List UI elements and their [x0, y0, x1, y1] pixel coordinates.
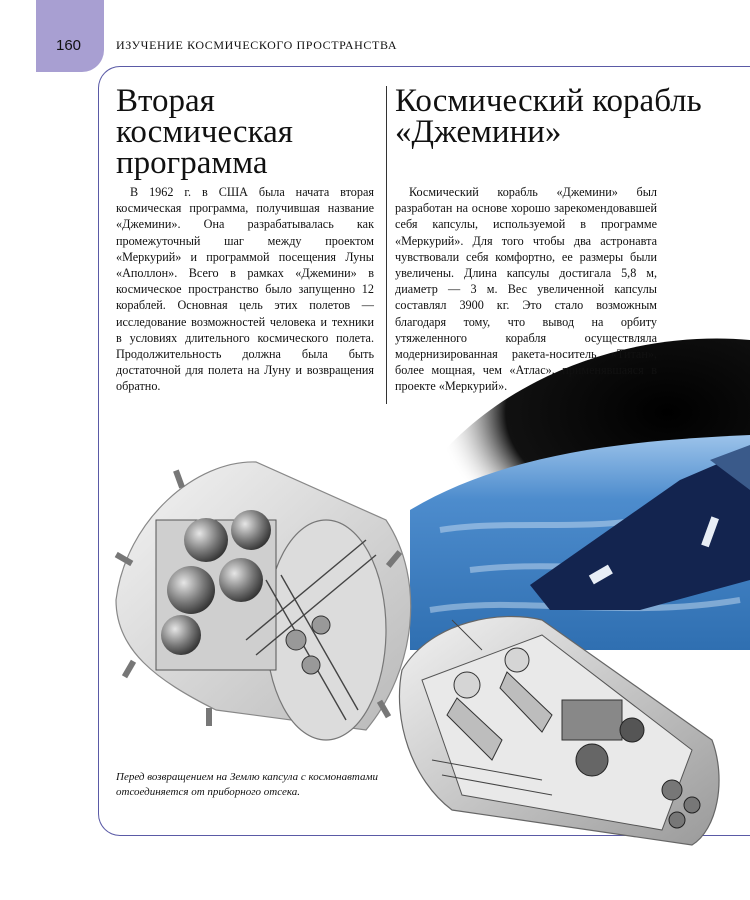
left-article-body: В 1962 г. в США была начата вторая космическая программа, получившая название «Джемини». Она разрабатывалась как промежуточный шаг между проектом «Меркурий» и программой посещения Луны «Аполлон». Всего в рамках «Джемини» в космическое пространство было запущенно 12 кораблей. Основная цель этих полетов — исследование возможностей человека и техники в условиях длительного космического полета. Продолжительность должна была быть достаточной для полета на Луну и возвращения обратно.	[116, 185, 374, 394]
equipment-section-illustration	[96, 440, 416, 750]
left-article-title: Вторая космическая программа	[116, 83, 293, 181]
page-number: 160	[56, 37, 82, 54]
page-number-tab	[36, 0, 104, 72]
running-head: ИЗУЧЕНИЕ КОСМИЧЕСКОГО ПРОСТРАНСТВА	[116, 38, 398, 52]
propellant-tanks	[156, 510, 276, 670]
figure-caption: Перед возвращением на Землю капсула с космонавтами отсоединяется от приборного отсека.	[116, 771, 378, 798]
right-article-body: Космический корабль «Джемини» был разработан на основе хорошо зарекомендовавшей себя капсулы, используемой в программе «Меркурий». Для того чтобы два астронавта чувствовали себя комфортно, ее размеры были увеличены. Длина капсулы достигала 5,8 м, диаметр — 3 м. Вес увеличенной капсулы составлял 3900 кг. Это стало возможным благодаря тому, что вывод на орбиту утяжеленного корабля осуществляла модернизированная ракета-носитель «Титан», более мощная, чем «Атлас», применявшаяся в проекте «Меркурий».	[395, 185, 657, 394]
crew-capsule-cutaway-illustration	[392, 590, 732, 850]
right-article-title: Космический корабль «Джемини»	[395, 83, 702, 150]
